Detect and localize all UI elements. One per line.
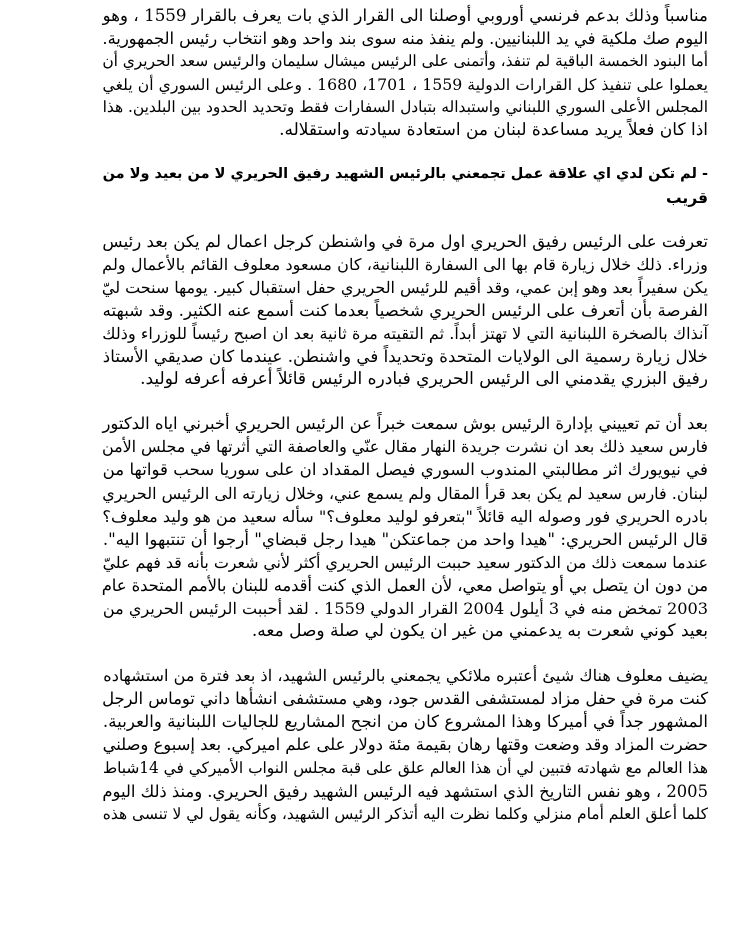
text-line: قال الرئيس الحريري: "هيدا واحد من جماعتكن" هيدا رجل قبضاي" أرجوا أن تنتبهوا اليه". (102, 529, 708, 549)
text-line: مناسباً وذلك بدعم فرنسي أوروبي أوصلنا الى القرار الذي بات يعرف بالقرار 1559 ، وهو (102, 6, 708, 25)
text-line: أما البنود الخمسة الباقية لم تنفذ، وأتمنى على الرئيس ميشال سليمان والرئيس سعد الحريري أن (102, 52, 708, 71)
text-line: المجلس الأعلى السوري اللبناني واستبداله بتبادل السفارات فقط وتحديد الحدود بين البلدين. هذا (102, 98, 708, 117)
paragraph-gap (96, 209, 708, 230)
text-line: هذا العالم مع شهادته فتبين لي أن هذا العالم علق على قبة مجلس النواب الأميركي في 14شباط (102, 758, 708, 777)
paragraph-gap (96, 391, 708, 412)
text-line: اذا كان فعلاً يريد مساعدة لبنان من استعادة سيادته واستقلاله. (279, 120, 708, 141)
flag-story-paragraph (96, 664, 708, 826)
text-line: تعرفت على الرئيس رفيق الحريري اول مرة في واشنطن كرجل اعمال لم يكن بعد رئيس (102, 231, 708, 251)
bush-administration-paragraph (96, 412, 708, 643)
intro-paragraph (96, 4, 708, 143)
paragraph-gap (96, 143, 708, 161)
text-line: كنت مرة في حفل مزاد لمستشفى القدس جود، وهي مستشفى انشأها داني توماس الرجل (102, 689, 708, 709)
text-line: يعملوا على تنفيذ كل القرارات الدولية 1559 ، 1701، 1680 . وعلى الرئيس السوري أن يلغي (102, 75, 708, 95)
article-page (96, 4, 708, 826)
text-line: بادره الحريري فور وصوله اليه قائلاً "بتعرفو لوليد معلوف؟" سأله سعيد من هو وليد معلوف؟ (102, 506, 708, 526)
heading-line: - لم تكن لدي اي علاقة عمل تجمعني بالرئيس الشهيد رفيق الحريري لا من بعيد ولا من (102, 165, 708, 182)
text-line: خلال زيارة رسمية الى الولايات المتحدة وتحديداً في واشنطن. عيندما كان صديقي الأستاذ (102, 347, 708, 367)
text-line: حضرت المزاد وقد وضعت وقتها رهان بقيمة مئة دولار على علم اميركي. بعد إسبوع وصلني (102, 735, 708, 755)
text-line: آنذاك بالصخرة اللبنانية التي لا تهتز أبداً. ثم التقيته مرة ثانية بعد ان اصبح رئيساً للوزراء وذلك (102, 323, 708, 343)
text-line: 2005 ، وهو نفس التاريخ الذي استشهد فيه الرئيس الشهيد رفيق الحريري. ومنذ ذلك اليوم (102, 781, 708, 801)
text-line: يكن سفيراً بعد وهو إبن عمي، وقد أقيم للرئيس الحريري حفل استقبال كبير. يومها سنحت ليّ (101, 277, 708, 297)
text-line: بعد أن تم تعييني بإدارة الرئيس بوش سمعت خبراً عن الرئيس الحريري أخبرني اياه الدكتور (102, 414, 708, 434)
paragraph-gap (96, 643, 708, 664)
section-heading (96, 161, 708, 209)
text-line: لبنان. فارس سعيد لم يكن بعد قرأ المقال ولم يسمع عني، وخلال زيارته الى الرئيس الحريري (102, 483, 708, 503)
first-meeting-paragraph (96, 230, 708, 392)
heading-line: قريب (665, 188, 708, 207)
text-line: فارس سعيد ذلك بعد ان نشرت جريدة النهار مقال عنّي والعاصفة التي أثرتها في مجلس الأمن (102, 437, 708, 457)
text-line: المشهور جداً في أميركا وهذا المشروع كان من انجح المشاريع للجاليات اللبنانية والعربية. (102, 711, 708, 732)
text-line: الفرصة بأن أتعرف على الرئيس الحريري شخصياً بعدما كنت أسمع عنه الكثير. وقد شبهته (102, 300, 708, 320)
text-line: رفيق البزري يقدمني الى الرئيس الحريري فبادره الرئيس قائلاً أعرفه أعرفه لوليد. (140, 369, 708, 390)
text-line: من دون ان يتصل بي أو يتواصل معي، لأن العمل الذي كنت أقدمه للبنان بالأمم المتحدة عام (101, 575, 708, 595)
text-line: وزراء. ذلك خلال زيارة قام بها الى السفارة اللبنانية، كان مسعود معلوف القائم بالأعمال ولم (102, 254, 708, 274)
text-line: في نيويورك اثر مطالبتي المندوب السوري فيصل المقداد ان على سوريا سحب قواتها من (102, 460, 708, 480)
text-line: 2003 تمخض منه في 3 أيلول 2004 القرار الدولي 1559 . لقد أحببت الرئيس الحريري من (102, 598, 708, 618)
text-line: يضيف معلوف هناك شيئ أعتبره ملائكي يجمعني بالرئيس الشهيد، اذ بعد فترة من استشهاده (103, 666, 708, 686)
text-line: كلما أعلق العلم أمام منزلي وكلما نظرت اليه أتذكر الرئيس الشهيد، وكأنه يقول لي لا تنسى هذه (102, 804, 708, 823)
text-line: بعيد كوني شعرت به يدعمني من غير ان يكون لي صلة وصل معه. (251, 621, 708, 642)
text-line: عندما سمعت ذلك من الدكتور سعيد حببت الرئيس الحريري أكثر لأني شعرت بأنه قد فهم عليّ (102, 552, 708, 572)
text-line: اليوم صك ملكية في يد اللبنانيين. ولم ينفذ منه سوى بند واحد وهو انتخاب رئيس الجمهورية. (102, 29, 708, 49)
